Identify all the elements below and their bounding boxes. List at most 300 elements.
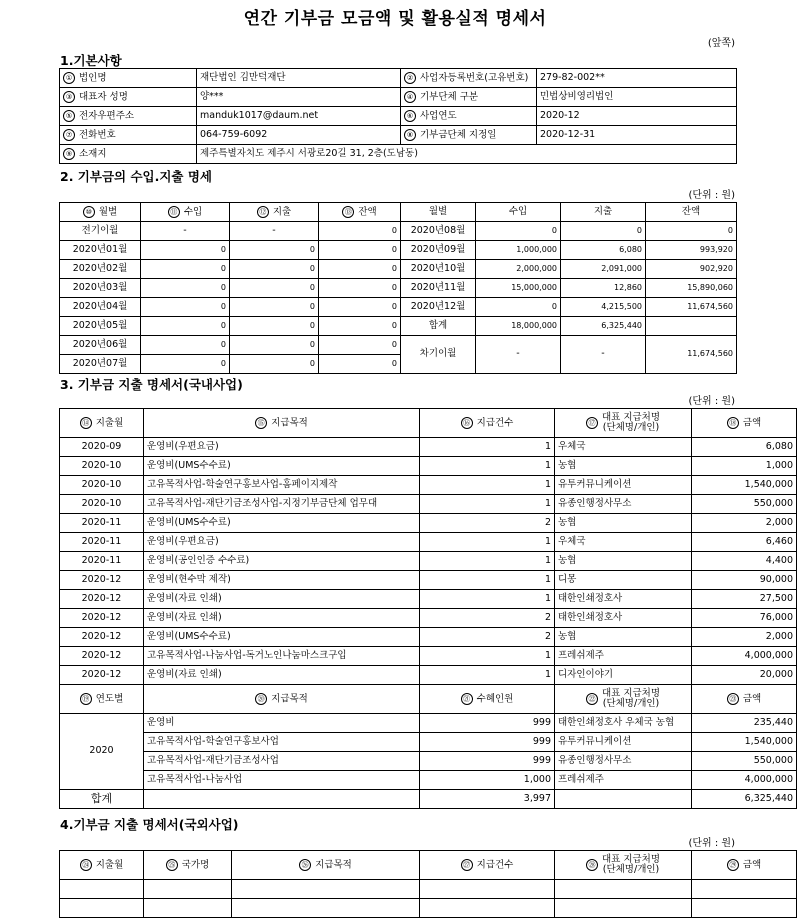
amount-value: 2,000 <box>765 516 793 528</box>
month-cell <box>60 457 144 476</box>
header-label: 수혜인원 <box>476 693 514 705</box>
payee-cell <box>555 628 692 647</box>
circled-number-icon: ① <box>63 72 75 84</box>
month-cell <box>60 628 144 647</box>
expense-month: 2020-10 <box>81 497 122 509</box>
purpose-cell <box>144 771 420 790</box>
expense-value: 0 <box>636 225 642 235</box>
month-cell <box>60 317 141 336</box>
monthly-row <box>60 298 737 317</box>
basic-info-row <box>60 69 737 88</box>
amount-cell <box>692 590 797 609</box>
income-cell <box>141 355 230 374</box>
payee-name: 유투커뮤니케이션 <box>558 478 632 490</box>
yearly-row <box>60 733 797 752</box>
count-cell <box>420 666 555 685</box>
expense-cell <box>561 260 646 279</box>
expense-cell <box>230 260 319 279</box>
header-label: 지급건수 <box>476 859 514 871</box>
payee-name: 유투커뮤니케이션 <box>558 735 632 747</box>
expense-month: 2020-09 <box>81 440 122 452</box>
amount-cell <box>692 495 797 514</box>
header-expense-2 <box>561 203 646 222</box>
payee-name: 농협 <box>558 516 577 528</box>
label-cell <box>60 107 197 126</box>
count-cell <box>420 457 555 476</box>
monthly-row <box>60 317 737 336</box>
header-label: 지급목적 <box>315 859 352 871</box>
balance-value: 0 <box>727 225 733 235</box>
expense-month: 2020-10 <box>81 478 122 490</box>
circled-number-icon: ⑬ <box>342 206 354 218</box>
amount-value: 550,000 <box>753 754 793 766</box>
income-cell <box>141 222 230 241</box>
income-cell <box>476 241 561 260</box>
balance-value: 0 <box>391 263 397 273</box>
amount-value: 4,400 <box>765 554 793 566</box>
purpose-cell <box>144 495 420 514</box>
amount-cell <box>692 571 797 590</box>
header-income-2 <box>476 203 561 222</box>
header-amount <box>692 409 797 438</box>
header-year <box>60 685 144 714</box>
circled-number-icon: ⑤ <box>63 110 75 122</box>
carryover-label-cell <box>401 336 476 374</box>
count-cell <box>420 533 555 552</box>
amount-value: 550,000 <box>753 497 793 509</box>
purpose-text: 운영비(우편요금) <box>147 535 219 547</box>
income-value: 1,000,000 <box>516 244 557 254</box>
purpose-cell <box>144 752 420 771</box>
header-label: 금액 <box>742 417 762 429</box>
balance-cell <box>319 260 401 279</box>
label-cell <box>60 69 197 88</box>
circled-number-icon: ⑲ <box>80 693 92 705</box>
month-label: 2020년05월 <box>72 319 128 331</box>
balance-cell <box>319 279 401 298</box>
expense-cell <box>230 355 319 374</box>
value-cell <box>537 126 737 145</box>
purpose-text: 고유목적사업-학술연구홍보사업-홈페이지제작 <box>147 478 338 490</box>
expense-value: 0 <box>309 282 315 292</box>
header-label: 지급목적 <box>271 417 308 429</box>
purpose-text: 고유목적사업-재단기금조성사업 <box>147 754 279 766</box>
purpose-cell <box>144 533 420 552</box>
count-value: 1 <box>544 440 551 452</box>
income-expense-table <box>59 202 737 374</box>
purpose-text: 운영비(UMS수수료) <box>147 630 231 642</box>
balance-value: 0 <box>391 244 397 254</box>
total-amount-cell <box>692 790 797 809</box>
label-cell <box>401 107 537 126</box>
payee-cell <box>555 514 692 533</box>
header-amount <box>692 851 797 880</box>
amount-cell <box>692 514 797 533</box>
header-count <box>420 851 555 880</box>
expense-value: 0 <box>309 244 315 254</box>
circled-number-icon: ⑯ <box>461 417 473 429</box>
carryover-label: 차기이월 <box>419 348 457 360</box>
expense-row <box>60 552 797 571</box>
expense-cell <box>230 279 319 298</box>
count-cell <box>420 647 555 666</box>
expense-cell <box>561 317 646 336</box>
expense-row <box>60 457 797 476</box>
amount-value: 4,000,000 <box>744 773 793 785</box>
amount-value: 20,000 <box>759 668 793 680</box>
empty-cell <box>555 880 692 899</box>
purpose-cell <box>144 438 420 457</box>
expense-value: - <box>272 224 276 236</box>
header-row <box>60 851 797 880</box>
label-cell <box>60 88 197 107</box>
count-cell <box>420 571 555 590</box>
count-value: 1 <box>544 535 551 547</box>
circled-number-icon: ㉓ <box>727 693 739 705</box>
expense-row <box>60 647 797 666</box>
monthly-row <box>60 222 737 241</box>
expense-month: 2020-12 <box>81 630 122 642</box>
count-cell <box>420 752 555 771</box>
payee-name: 농협 <box>558 554 577 566</box>
payee-name: 유종인행정사무소 <box>558 497 632 509</box>
amount-cell <box>692 714 797 733</box>
purpose-text: 운영비(공인인증 수수료) <box>147 554 250 566</box>
header-country <box>144 851 232 880</box>
beneficiary-count: 999 <box>532 716 551 728</box>
expense-value: - <box>601 348 605 360</box>
circled-number-icon: ④ <box>404 91 416 103</box>
purpose-text: 운영비(UMS수수료) <box>147 516 231 528</box>
header-label: 국가명 <box>181 859 210 871</box>
purpose-text: 고유목적사업-재단기금조성사업-지정기부금단체 업무대 <box>147 497 378 509</box>
income-cell <box>476 279 561 298</box>
field-value: 민법상비영리법인 <box>540 90 614 102</box>
income-value: - <box>183 224 187 236</box>
header-income <box>141 203 230 222</box>
expense-row <box>60 476 797 495</box>
label-cell <box>60 126 197 145</box>
balance-cell <box>646 298 737 317</box>
field-label: 사업연도 <box>420 110 457 122</box>
monthly-row <box>60 336 737 355</box>
monthly-row <box>60 260 737 279</box>
payee-name: 우체국 <box>558 440 586 452</box>
circled-number-icon: ㉒ <box>586 693 598 705</box>
count-cell <box>420 771 555 790</box>
month-cell <box>401 279 476 298</box>
count-cell <box>420 609 555 628</box>
yearly-row <box>60 714 797 733</box>
payee-name: 프레쉬제주 <box>558 649 604 661</box>
header-label: 지출월 <box>95 859 124 871</box>
month-cell <box>60 609 144 628</box>
balance-cell <box>319 355 401 374</box>
payee-cell <box>555 666 692 685</box>
purpose-cell <box>144 552 420 571</box>
balance-cell <box>646 279 737 298</box>
overseas-expense-table <box>59 850 797 918</box>
total-row <box>60 790 797 809</box>
header-label: 수입 <box>508 205 528 217</box>
expense-value: 4,215,500 <box>601 301 642 311</box>
header-label <box>602 413 660 433</box>
income-cell <box>141 241 230 260</box>
circled-number-icon: ㉙ <box>727 859 739 871</box>
expense-value: 12,860 <box>614 282 642 292</box>
income-value: 0 <box>220 263 226 273</box>
circled-number-icon: ⑥ <box>404 110 416 122</box>
section4-title: 4.기부금 지출 명세서(국외사업) <box>60 817 239 832</box>
expense-month: 2020-11 <box>81 554 122 566</box>
header-row <box>60 203 737 222</box>
value-cell <box>537 88 737 107</box>
circled-number-icon: ㉔ <box>80 859 92 871</box>
month-cell <box>60 222 141 241</box>
income-value: 2,000,000 <box>516 263 557 273</box>
purpose-cell <box>144 590 420 609</box>
field-label: 전자우편주소 <box>79 110 135 122</box>
circled-number-icon: ⑰ <box>586 417 598 429</box>
header-label-line1: 대표 지급처명 <box>601 688 661 700</box>
expense-row <box>60 628 797 647</box>
payee-name: 태한인쇄정호사 우체국 농협 <box>558 716 675 728</box>
header-label-line2: (단체명/개인) <box>602 422 660 433</box>
total-label: 합계 <box>90 791 113 805</box>
empty-row <box>60 880 797 899</box>
purpose-cell <box>144 457 420 476</box>
expense-cell <box>230 241 319 260</box>
count-cell <box>420 590 555 609</box>
payee-cell <box>555 647 692 666</box>
field-value: manduk1017@daum.net <box>200 109 319 121</box>
expense-value: 2,091,000 <box>601 263 642 273</box>
field-value: 2020-12 <box>540 109 580 121</box>
amount-cell <box>692 552 797 571</box>
amount-value: 4,000,000 <box>744 649 793 661</box>
field-label: 사업자등록번호(고유번호) <box>420 72 529 84</box>
income-cell <box>141 317 230 336</box>
empty-cell <box>144 899 232 918</box>
circled-number-icon: ② <box>404 72 416 84</box>
amount-cell <box>692 666 797 685</box>
expense-cell <box>561 222 646 241</box>
amount-value: 1,540,000 <box>744 735 793 747</box>
expense-value: 0 <box>309 339 315 349</box>
expense-cell <box>230 317 319 336</box>
purpose-cell <box>144 666 420 685</box>
amount-value: 76,000 <box>759 611 793 623</box>
circled-number-icon: ⑨ <box>63 148 75 160</box>
monthly-row <box>60 279 737 298</box>
purpose-cell <box>144 647 420 666</box>
income-cell <box>141 260 230 279</box>
amount-cell <box>692 628 797 647</box>
purpose-cell <box>144 571 420 590</box>
balance-value: 993,920 <box>699 244 733 254</box>
circled-number-icon: ⑦ <box>63 129 75 141</box>
expense-value: 6,325,440 <box>601 320 642 330</box>
header-label: 지출월 <box>95 417 124 429</box>
month-cell <box>60 514 144 533</box>
header-label <box>602 855 660 875</box>
label-cell <box>401 126 537 145</box>
count-cell <box>420 628 555 647</box>
payee-cell <box>555 571 692 590</box>
expense-cell <box>230 336 319 355</box>
month-label: 2020년07월 <box>72 357 128 369</box>
count-value: 1 <box>544 592 551 604</box>
month-cell <box>401 222 476 241</box>
field-label: 대표자 성명 <box>79 91 128 103</box>
empty-cell <box>60 880 144 899</box>
amount-value: 2,000 <box>765 630 793 642</box>
purpose-text: 운영비 <box>147 716 175 728</box>
purpose-text: 고유목적사업-나눔사업-독거노인나눔마스크구입 <box>147 649 347 661</box>
header-count <box>420 409 555 438</box>
expense-value: 0 <box>309 358 315 368</box>
balance-value: 11,674,560 <box>687 301 733 311</box>
header-purpose <box>144 409 420 438</box>
empty-cell <box>420 899 555 918</box>
yearly-row <box>60 771 797 790</box>
balance-value: 15,890,060 <box>687 282 733 292</box>
expense-row <box>60 533 797 552</box>
purpose-text: 운영비(자료 인쇄) <box>147 611 222 623</box>
amount-value: 235,440 <box>753 716 793 728</box>
count-cell <box>420 495 555 514</box>
circled-number-icon: ⑳ <box>255 693 267 705</box>
amount-value: 6,080 <box>765 440 793 452</box>
label-cell <box>60 145 197 164</box>
balance-value: 902,920 <box>699 263 733 273</box>
month-label: 2020년02월 <box>72 262 128 274</box>
purpose-text: 운영비(자료 인쇄) <box>147 668 222 680</box>
header-expense-month <box>60 409 144 438</box>
expense-row <box>60 590 797 609</box>
year-cell <box>60 714 144 790</box>
amount-value: 1,000 <box>765 459 793 471</box>
field-value: 재단법인 김만덕재단 <box>200 71 286 83</box>
payee-name: 농협 <box>558 630 577 642</box>
header-label: 잔액 <box>358 206 377 218</box>
purpose-text: 운영비(자료 인쇄) <box>147 592 222 604</box>
expense-value: 0 <box>309 301 315 311</box>
expense-month: 2020-12 <box>81 649 122 661</box>
header-label-line1: 대표 지급처명 <box>601 854 661 866</box>
income-value: 0 <box>551 301 557 311</box>
income-value: 0 <box>220 339 226 349</box>
header-payee <box>555 685 692 714</box>
expense-value: 6,080 <box>619 244 642 254</box>
header-label: 잔액 <box>681 205 701 217</box>
month-cell <box>60 438 144 457</box>
income-cell <box>476 298 561 317</box>
circled-number-icon: ㉗ <box>461 859 473 871</box>
value-cell <box>537 69 737 88</box>
balance-cell <box>319 241 401 260</box>
expense-cell <box>561 241 646 260</box>
header-balance <box>319 203 401 222</box>
purpose-cell <box>144 714 420 733</box>
balance-cell <box>646 336 737 374</box>
header-payee <box>555 409 692 438</box>
month-cell <box>401 241 476 260</box>
circled-number-icon: ⑱ <box>727 417 739 429</box>
payee-cell <box>555 476 692 495</box>
circled-number-icon: ⑫ <box>257 206 269 218</box>
field-label: 기부단체 구분 <box>420 91 479 103</box>
expense-cell <box>561 279 646 298</box>
count-value: 2 <box>544 516 551 528</box>
month-label: 2020년04월 <box>72 300 128 312</box>
header-label: 월별 <box>428 205 448 217</box>
circled-number-icon: ⑧ <box>404 129 416 141</box>
count-value: 1 <box>544 668 551 680</box>
expense-month: 2020-12 <box>81 592 122 604</box>
payee-name: 디자인이야기 <box>558 668 614 680</box>
count-cell <box>420 552 555 571</box>
header-row <box>60 409 797 438</box>
document-title: 연간 기부금 모금액 및 활용실적 명세서 <box>243 9 547 29</box>
header-month <box>60 203 141 222</box>
count-value: 2 <box>544 630 551 642</box>
income-value: 0 <box>220 358 226 368</box>
amount-cell <box>692 752 797 771</box>
balance-cell <box>319 336 401 355</box>
balance-value: 0 <box>391 320 397 330</box>
value-cell <box>197 88 401 107</box>
expense-month: 2020-10 <box>81 459 122 471</box>
balance-cell <box>319 317 401 336</box>
amount-value: 6,460 <box>765 535 793 547</box>
header-label-line2: (단체명/개인) <box>602 864 660 875</box>
purpose-cell <box>144 733 420 752</box>
empty-cell <box>692 880 797 899</box>
count-cell <box>420 438 555 457</box>
month-cell <box>60 279 141 298</box>
month-label: 2020년08월 <box>410 224 466 236</box>
purpose-cell <box>144 514 420 533</box>
income-value: 0 <box>220 244 226 254</box>
amount-cell <box>692 647 797 666</box>
amount-value: 1,540,000 <box>744 478 793 490</box>
balance-value: 0 <box>391 358 397 368</box>
balance-value: 0 <box>391 225 397 235</box>
field-label: 법인명 <box>79 72 107 84</box>
circled-number-icon: ⑭ <box>80 417 92 429</box>
front-page-note: (앞쪽) <box>707 38 735 49</box>
income-cell <box>476 336 561 374</box>
expense-month: 2020-11 <box>81 516 122 528</box>
amount-cell <box>692 733 797 752</box>
basic-info-row <box>60 126 737 145</box>
beneficiary-count: 1,000 <box>523 773 551 785</box>
field-label: 기부금단체 지정일 <box>420 129 497 141</box>
expense-cell <box>230 222 319 241</box>
month-cell <box>401 317 476 336</box>
address-value: 제주특별자치도 제주시 서광로20길 31, 2층(도남동) <box>200 147 418 159</box>
header-expense <box>230 203 319 222</box>
expense-value: 0 <box>309 320 315 330</box>
expense-cell <box>561 336 646 374</box>
expense-row <box>60 666 797 685</box>
beneficiary-count: 999 <box>532 735 551 747</box>
empty-cell <box>555 899 692 918</box>
month-cell <box>401 260 476 279</box>
header-month-2 <box>401 203 476 222</box>
expense-row <box>60 571 797 590</box>
